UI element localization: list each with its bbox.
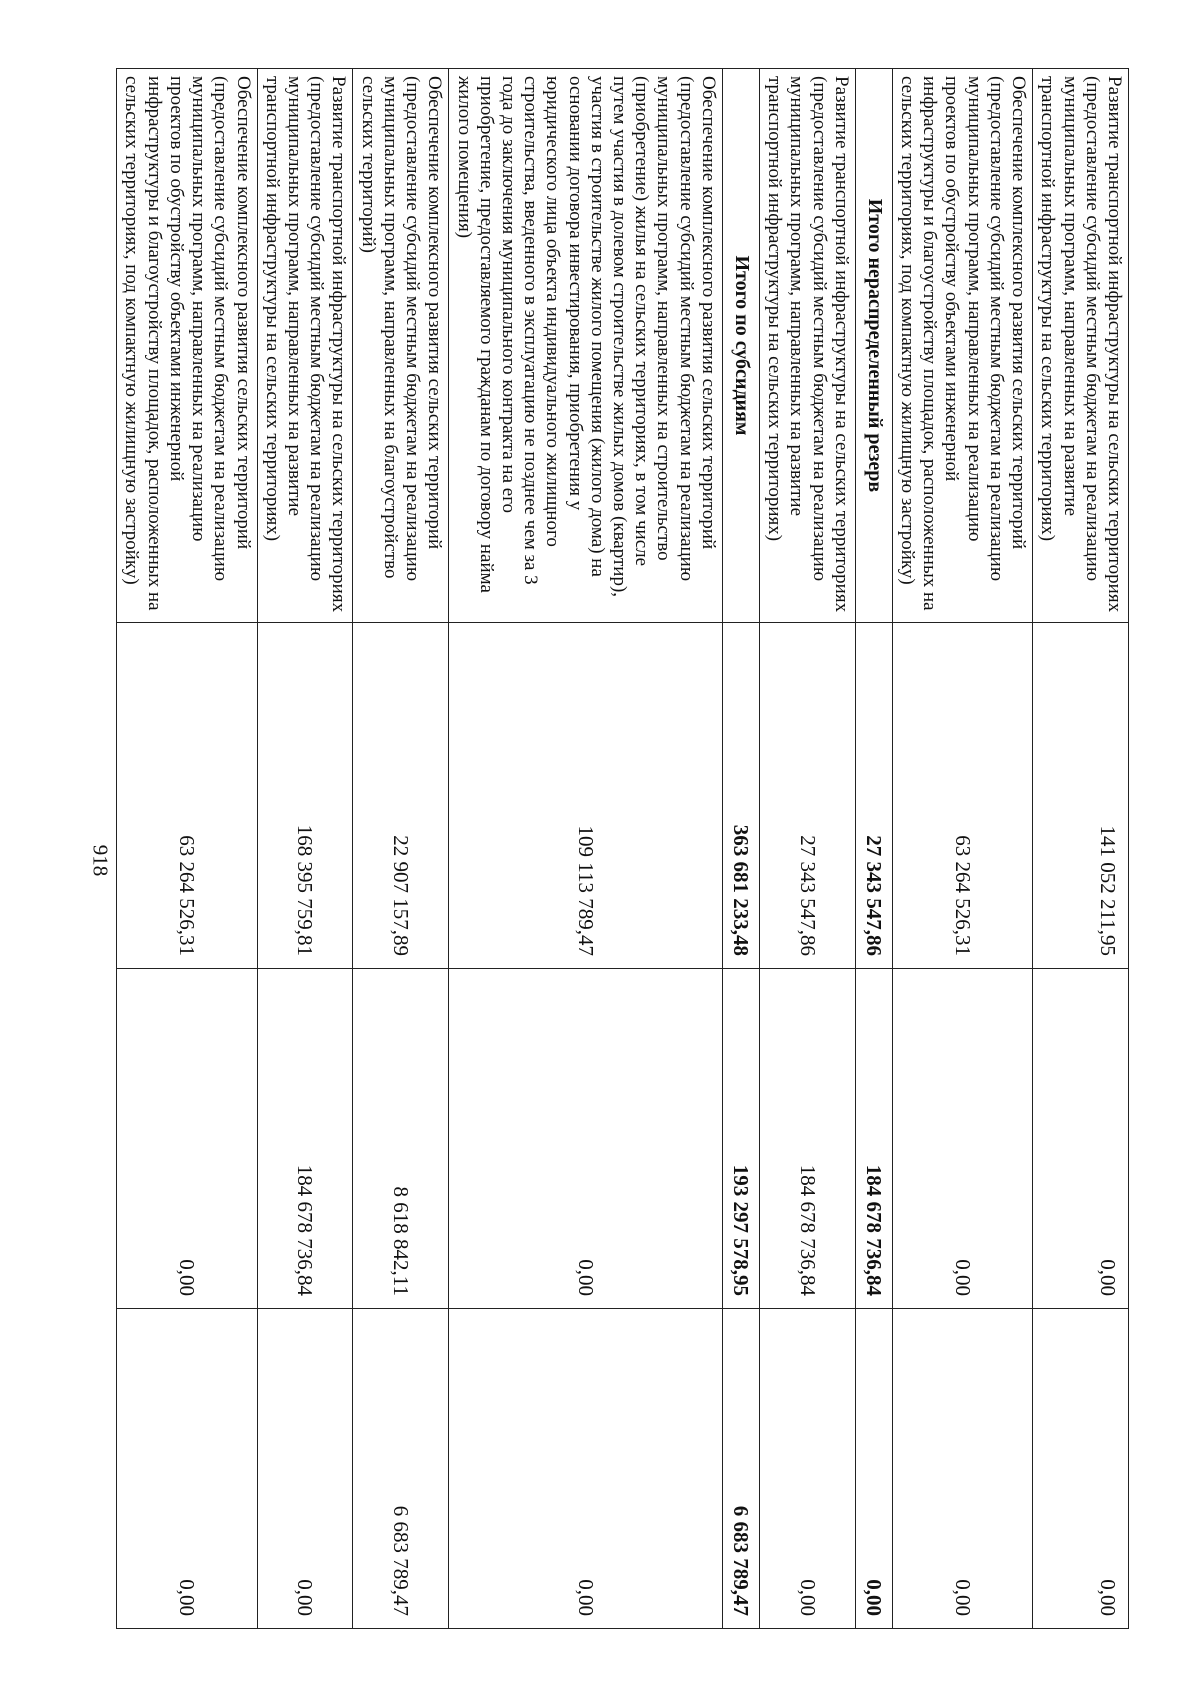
table-row [1033, 69, 1129, 1629]
value-year-1: 22 907 157,89 [353, 623, 449, 969]
total-value-year-3: 6 683 789,47 [722, 1309, 759, 1629]
table-row [449, 69, 723, 1629]
row-name: Развитие транспортной инфраструктуры на сельских территориях (предоставление субсидий местным бюджетам на реализацию муниципальных программ, направленных на развитие транспортной инфраструктуры на сельских территориях) [759, 69, 855, 623]
subsidies-table [116, 68, 1129, 1629]
rotated-table-container [121, 68, 1129, 1628]
value-year-3: 6 683 789,47 [353, 1309, 449, 1629]
total-row [722, 69, 759, 1629]
total-label: Итого по субсидиям [722, 69, 759, 623]
row-name: Обеспечение комплексного развития сельских территорий (предоставление субсидий местным бюджетам на реализацию муниципальных программ, направленных на строительство (приобретение) жилья на сельских территориях, в том числе путем участия в долевом строительстве жилых домов (квартир), участия в строительстве жилого помещения (жилого дома) на основании договора инвестирования, приобретения у юридического лица объекта индивидуального жилищного строительства, введенного в эксплуатацию не позднее чем за 3 года до заключения муниципального контракта на его приобретение, предоставляемого гражданам по договору найма жилого помещения) [449, 69, 723, 623]
total-value-year-1: 363 681 233,48 [722, 623, 759, 969]
value-year-2: 0,00 [117, 969, 257, 1309]
value-year-2: 0,00 [449, 969, 723, 1309]
total-value-year-3: 0,00 [855, 1309, 892, 1629]
value-year-2: 0,00 [892, 969, 1032, 1309]
table-row [117, 69, 257, 1629]
value-year-3: 0,00 [759, 1309, 855, 1629]
value-year-1: 63 264 526,31 [117, 623, 257, 969]
value-year-3: 0,00 [1033, 1309, 1129, 1629]
total-value-year-2: 193 297 578,95 [722, 969, 759, 1309]
value-year-3: 0,00 [257, 1309, 353, 1629]
row-name: Обеспечение комплексного развития сельских территорий (предоставление субсидий местным бюджетам на реализацию муниципальных программ, направленных на реализацию проектов по обустройству объектами инженерной инфраструктуры и благоустройству площадок, расположенных на сельских территориях, под компактную жилищную застройку) [892, 69, 1032, 623]
value-year-3: 0,00 [117, 1309, 257, 1629]
value-year-2: 0,00 [1033, 969, 1129, 1309]
value-year-1: 141 052 211,95 [1033, 623, 1129, 969]
value-year-1: 63 264 526,31 [892, 623, 1032, 969]
table-row [892, 69, 1032, 1629]
table-row [257, 69, 353, 1629]
value-year-2: 184 678 736,84 [759, 969, 855, 1309]
total-label: Итого нераспределенный резерв [855, 69, 892, 623]
value-year-2: 8 618 842,11 [353, 969, 449, 1309]
table-row [353, 69, 449, 1629]
value-year-1: 27 343 547,86 [759, 623, 855, 969]
row-name: Обеспечение комплексного развития сельских территорий (предоставление субсидий местным бюджетам на реализацию муниципальных программ, направленных на благоустройство сельских территорий) [353, 69, 449, 623]
page-number: 918 [88, 844, 113, 877]
value-year-1: 168 395 759,81 [257, 623, 353, 969]
row-name: Развитие транспортной инфраструктуры на сельских территориях (предоставление субсидий местным бюджетам на реализацию муниципальных программ, направленных на развитие транспортной инфраструктуры на сельских территориях) [257, 69, 353, 623]
row-name: Обеспечение комплексного развития сельских территорий (предоставление субсидий местным бюджетам на реализацию муниципальных программ, направленных на реализацию проектов по обустройству объектами инженерной инфраструктуры и благоустройству площадок, расположенных на сельских территориях, под компактную жилищную застройку) [117, 69, 257, 623]
row-name: Развитие транспортной инфраструктуры на сельских территориях (предоставление субсидий местным бюджетам на реализацию муниципальных программ, направленных на развитие транспортной инфраструктуры на сельских территориях) [1033, 69, 1129, 623]
total-value-year-1: 27 343 547,86 [855, 623, 892, 969]
value-year-1: 109 113 789,47 [449, 623, 723, 969]
table-row [759, 69, 855, 1629]
total-row [855, 69, 892, 1629]
value-year-2: 184 678 736,84 [257, 969, 353, 1309]
total-value-year-2: 184 678 736,84 [855, 969, 892, 1309]
value-year-3: 0,00 [449, 1309, 723, 1629]
value-year-3: 0,00 [892, 1309, 1032, 1629]
